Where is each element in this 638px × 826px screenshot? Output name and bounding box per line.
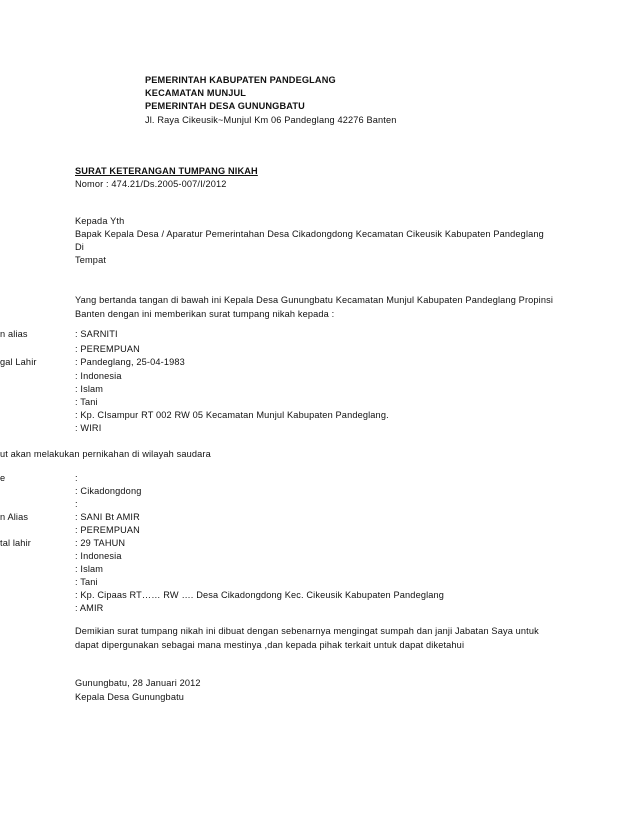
closing-line-1: Demikian surat tumpang nikah ini dibuat dengan sebenarnya mengingat sumpah dan janji Jabatan Saya untuk xyxy=(75,626,539,636)
signature-place-date: Gunungbatu, 28 Januari 2012 xyxy=(75,678,201,688)
document-title: SURAT KETERANGAN TUMPANG NIKAH xyxy=(75,166,258,176)
person1-gender: : PEREMPUAN xyxy=(75,344,140,354)
person2-age: : 29 TAHUN xyxy=(75,538,126,548)
person2-religion: : Islam xyxy=(75,564,104,574)
letterhead-address: Jl. Raya Cikeusik~Munjul Km 06 Pandeglang 42276 Banten xyxy=(145,115,397,125)
letterhead-district: KECAMATAN MUNJUL xyxy=(145,88,247,98)
person2-colon-blank: : xyxy=(75,499,78,509)
person1-parent: : WIRI xyxy=(75,423,102,433)
person2-label-birth: tal lahir xyxy=(0,538,31,548)
person1-religion: : Islam xyxy=(75,384,104,394)
person2-parent: : AMIR xyxy=(75,603,104,613)
person2-name: : SANI Bt AMIR xyxy=(75,512,140,522)
person1-nationality: : Indonesia xyxy=(75,371,122,381)
intro-line-1: Yang bertanda tangan di bawah ini Kepala Desa Gunungbatu Kecamatan Munjul Kabupaten Pandeglang Propinsi xyxy=(75,295,554,305)
letterhead-village: PEMERINTAH DESA GUNUNGBATU xyxy=(145,101,305,111)
person1-occupation: : Tani xyxy=(75,397,98,407)
letterhead-government: PEMERINTAH KABUPATEN PANDEGLANG xyxy=(145,75,336,85)
document-number: Nomor : 474.21/Ds.2005-007/I/2012 xyxy=(75,179,227,189)
recipient-salutation: Kepada Yth xyxy=(75,216,125,226)
person1-label-birth: gal Lahir xyxy=(0,357,37,367)
intro-line-2: Banten dengan ini memberikan surat tumpang nikah kepada : xyxy=(75,309,335,319)
person2-colon-top: : xyxy=(75,473,78,483)
person2-village: : Cikadongdong xyxy=(75,486,142,496)
recipient-place: Tempat xyxy=(75,255,107,265)
person1-birth: : Pandeglang, 25-04-1983 xyxy=(75,357,185,367)
person2-address: : Kp. Cipaas RT…… RW …. Desa Cikadongdong Kec. Cikeusik Kabupaten Pandeglang xyxy=(75,590,445,600)
person1-address: : Kp. CIsampur RT 002 RW 05 Kecamatan Munjul Kabupaten Pandeglang. xyxy=(75,410,389,420)
person2-occupation: : Tani xyxy=(75,577,98,587)
marriage-statement: ut akan melakukan pernikahan di wilayah saudara xyxy=(0,449,211,459)
person2-label-top: e xyxy=(0,473,6,483)
signature-position: Kepala Desa Gunungbatu xyxy=(75,692,185,702)
closing-line-2: dapat dipergunakan sebagai mana mestinya ,dan kepada pihak terkait untuk dapat diketahui xyxy=(75,640,465,650)
person2-gender: : PEREMPUAN xyxy=(75,525,140,535)
person2-label-alias: n Alias xyxy=(0,512,29,522)
person1-name: : SARNITI xyxy=(75,329,118,339)
person1-label-alias: n alias xyxy=(0,329,28,339)
recipient-name: Bapak Kepala Desa / Aparatur Pemerintahan Desa Cikadongdong Kecamatan Cikeusik Kabupaten Pandeglang xyxy=(75,229,544,239)
person2-nationality: : Indonesia xyxy=(75,551,122,561)
recipient-di: Di xyxy=(75,242,84,252)
